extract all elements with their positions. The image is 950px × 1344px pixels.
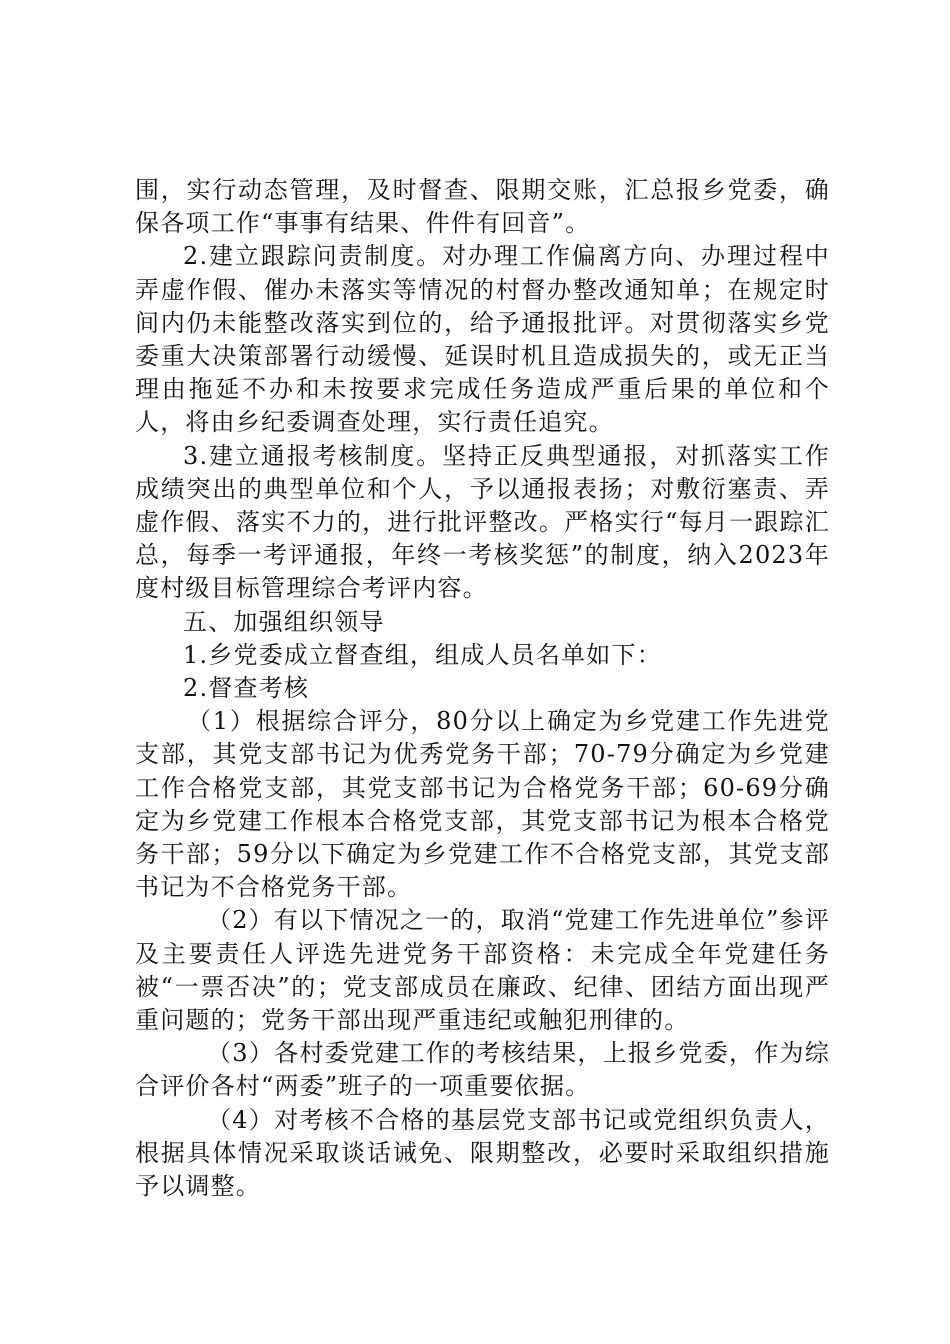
list-item-1-scoring: （1）根据综合评分，80分以上确定为乡党建工作先进党支部，其党支部书记为优秀党务干部；70-79分确定为乡党建工作合格党支部，其党支部书记为合格党务干部；60-69分确定为乡党建工作根本合格党支部，其党支部书记为根本合格党务干部；59分以下确定为乡党建工作不合格党支部，其党支部书记为不合格党务干部。	[135, 707, 830, 902]
document-body	[135, 174, 830, 1203]
subheading-inspection-assessment: 2.督查考核	[183, 674, 310, 703]
list-item-4-adjustment: （4）对考核不合格的基层党支部书记或党组织负责人，根据具体情况采取谈话诫免、限期整改，必要时采取组织措施予以调整。	[135, 1105, 830, 1201]
list-item-2-disqualification: （2）有以下情况之一的，取消“党建工作先进单位”参评及主要责任人评选先进党务干部资格：未完成全年党建任务被“一票否决”的；党支部成员在廉政、纪律、团结方面出现严重问题的；党务干部出现严重违纪或触犯刑律的。	[135, 906, 831, 1035]
list-item-3-results: （3）各村委党建工作的考核结果，上报乡党委，作为综合评价各村“两委”班子的一项重要依据。	[135, 1039, 830, 1101]
paragraph-accountability-system: 2.建立跟踪问责制度。对办理工作偏离方向、办理过程中弄虚作假、催办未落实等情况的村督办整改通知单；在规定时间内仍未能整改落实到位的，给予通报批评。对贯彻落实乡党委重大决策部署行动缓慢、延误时机且造成损失的，或无正当理由拖延不办和未按要求完成任务造成严重后果的单位和个人，将由乡纪委调查处理，实行责任追究。	[135, 242, 830, 437]
paragraph-inspection-group: 1.乡党委成立督查组，组成人员名单如下：	[183, 640, 662, 669]
paragraph-assessment-system: 3.建立通报考核制度。坚持正反典型通报，对抓落实工作成绩突出的典型单位和个人，予以通报表扬；对敷衍塞责、弄虚作假、落实不力的，进行批评整改。严格实行“每月一跟踪汇总，每季一考评通报，年终一考核奖惩”的制度，纳入2023年度村级目标管理综合考评内容。	[135, 441, 830, 603]
paragraph-continuation: 围，实行动态管理，及时督查、限期交账，汇总报乡党委，确保各项工作“事事有结果、件件有回音”。	[135, 176, 830, 238]
section-heading-leadership: 五、加强组织领导	[183, 607, 385, 636]
